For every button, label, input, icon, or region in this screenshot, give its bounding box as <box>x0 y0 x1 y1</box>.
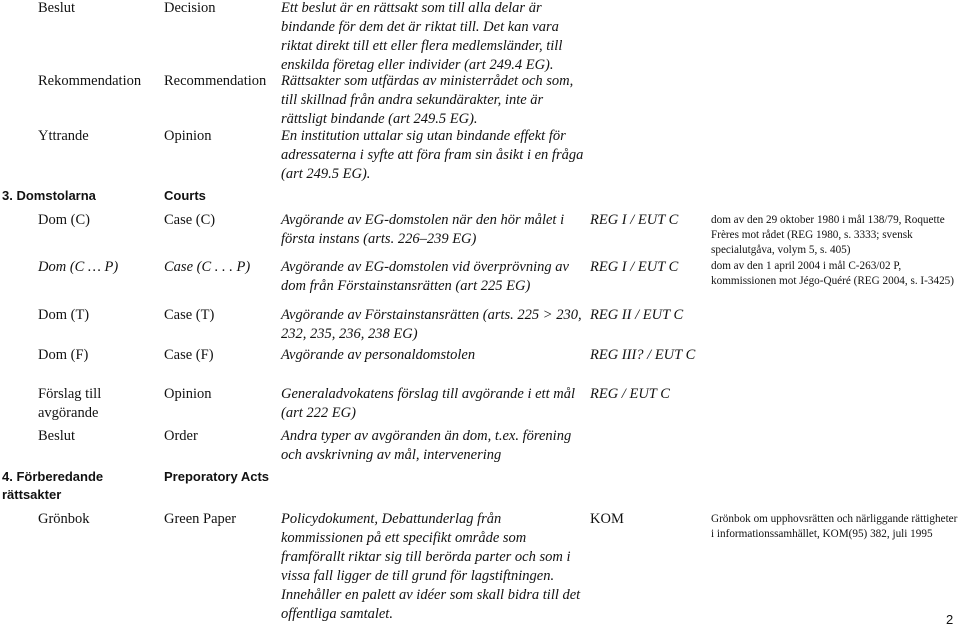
term-swedish: Beslut <box>38 428 76 444</box>
source-abbreviation: REG I / EUT C <box>590 212 679 228</box>
source-abbreviation: REG I / EUT C <box>590 259 679 275</box>
term-description: Andra typer av avgöranden än dom, t.ex. förening och avskrivning av mål, intervenering <box>281 428 572 463</box>
term-swedish: Dom (C) <box>38 212 90 228</box>
term-description: Generaladvokatens förslag till avgörande i ett mål (art 222 EG) <box>281 386 575 421</box>
source-abbreviation: KOM <box>590 511 624 527</box>
page-number: 2 <box>946 612 954 627</box>
term-description: Policydokument, Debattunderlag från kommissionen på ett specifikt område som framförallt riktar sig till berörda parter och som i vissa fall ligger de till grund för lagstiftningen. Innehåller en palett av idéer som skall bidra till det offentliga samtalet. <box>281 511 581 622</box>
term-english: Case (C . . . P) <box>164 259 251 275</box>
term-description: Avgörande av EG-domstolen vid överprövning av dom från Förstainstansrätten (art 225 EG) <box>281 259 569 294</box>
term-swedish: Yttrande <box>38 128 89 144</box>
term-swedish: Dom (C … P) <box>38 259 119 275</box>
section-title-english: Courts <box>164 188 206 203</box>
term-english: Opinion <box>164 128 212 144</box>
term-swedish: Dom (T) <box>38 307 90 323</box>
term-english: Opinion <box>164 386 212 402</box>
source-abbreviation: REG III? / EUT C <box>590 347 696 363</box>
section-title-swedish: 4. Förberedande rättsakter <box>2 469 104 502</box>
term-description: En institution uttalar sig utan bindande effekt för adressaterna i syfte att föra fram sin åsikt i en fråga (art 249.5 EG). <box>281 128 584 182</box>
term-english: Order <box>164 428 198 444</box>
section-title-swedish: 3. Domstolarna <box>2 188 96 203</box>
example-note: dom av den 29 oktober 1980 i mål 138/79, Roquette Frères mot rådet (REG 1980, s. 3333; svensk specialutgåva, volym 5, s. 405) <box>711 214 945 256</box>
term-swedish: Beslut <box>38 0 76 16</box>
section-title-english: Preporatory Acts <box>164 469 269 484</box>
term-swedish: Grönbok <box>38 511 90 527</box>
term-swedish: Dom (F) <box>38 347 89 363</box>
source-abbreviation: REG / EUT C <box>590 386 670 402</box>
term-description: Avgörande av Förstainstansrätten (arts. 225 > 230, 232, 235, 236, 238 EG) <box>281 307 582 342</box>
term-swedish: Rekommendation <box>38 73 142 89</box>
term-swedish: Förslag till avgörande <box>38 386 102 421</box>
term-english: Case (C) <box>164 212 216 228</box>
term-description: Ett beslut är en rättsakt som till alla delar är bindande för dem det är riktat till. Det kan vara riktat direkt till ett eller flera medlemsländer, till enskilda företag eller individer (art 249.4 EG). <box>281 0 563 73</box>
example-note: dom av den 1 april 2004 i mål C-263/02 P, kommissionen mot Jégo-Quéré (REG 2004, s. I-3425) <box>711 260 954 287</box>
term-english: Recommendation <box>164 73 267 89</box>
source-abbreviation: REG II / EUT C <box>590 307 684 323</box>
term-english: Green Paper <box>164 511 237 527</box>
term-description: Rättsakter som utfärdas av ministerrådet och som, till skillnad från andra sekundärakter, inte är rättsligt bindande (art 249.5 EG). <box>281 73 574 127</box>
term-description: Avgörande av EG-domstolen när den hör målet i första instans (arts. 226–239 EG) <box>281 212 565 247</box>
term-english: Case (F) <box>164 347 214 363</box>
example-note: Grönbok om upphovsrätten och närliggande rättigheter i informationssamhället, KOM(95) 382, juli 1995 <box>711 513 958 540</box>
term-english: Decision <box>164 0 216 16</box>
term-description: Avgörande av personaldomstolen <box>281 347 476 363</box>
term-english: Case (T) <box>164 307 215 323</box>
